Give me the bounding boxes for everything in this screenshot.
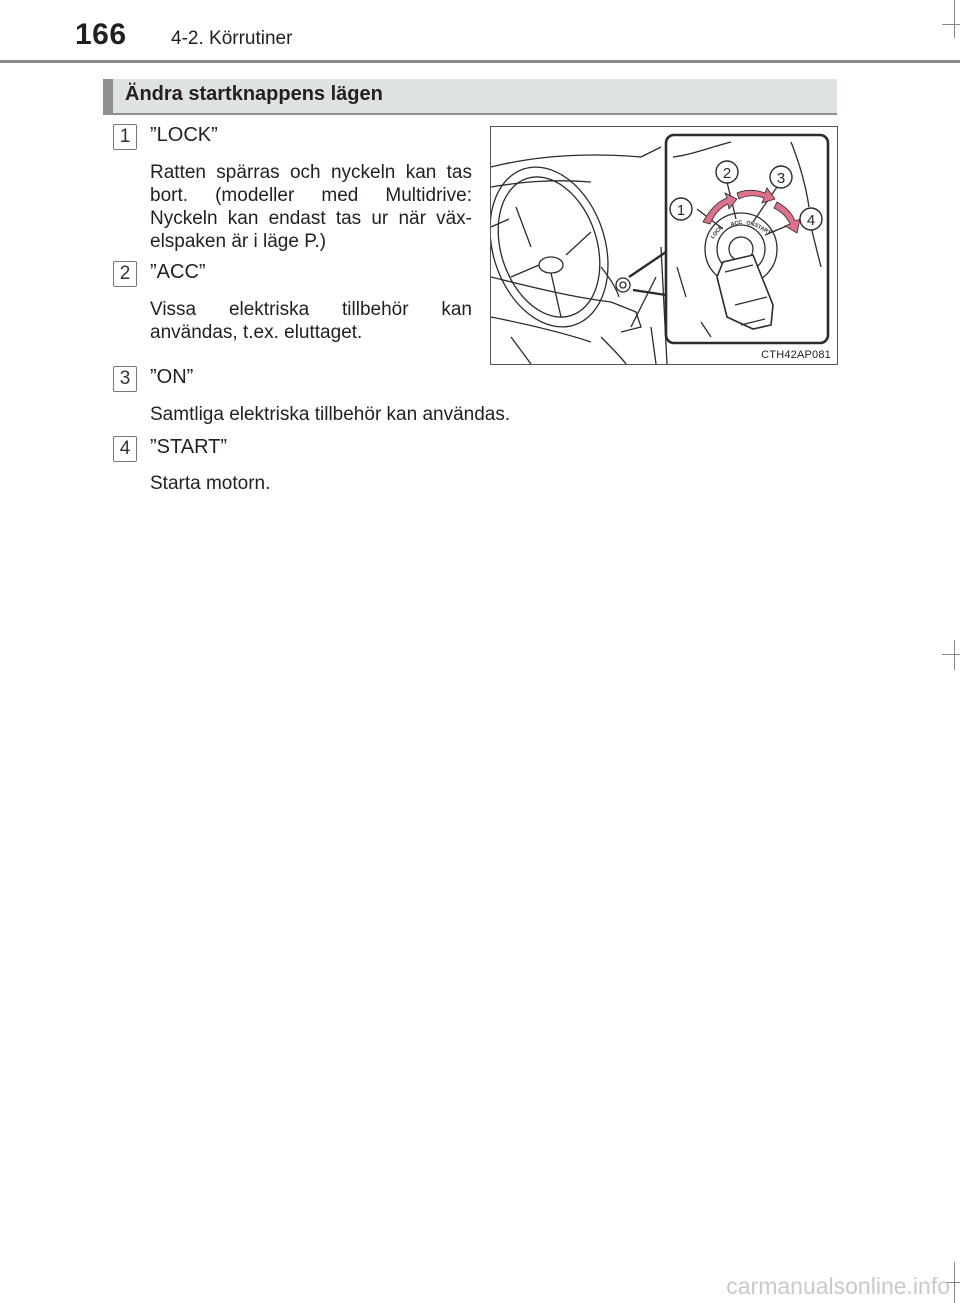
ignition-illustration bbox=[490, 126, 838, 365]
switch-label-lock: LOCK bbox=[709, 224, 725, 241]
description-line: användas, t.ex. eluttaget. bbox=[150, 322, 363, 343]
description-line: Samtliga elektriska tillbehör kan användas. bbox=[150, 404, 511, 425]
item-title: ”START” bbox=[150, 436, 228, 458]
item-number-badge: 3 bbox=[113, 366, 137, 392]
item-title: ”LOCK” bbox=[150, 124, 218, 146]
item-description bbox=[150, 161, 472, 253]
switch-label-on: ON bbox=[745, 220, 756, 229]
section-title: 4-2. Körrutiner bbox=[171, 28, 293, 49]
section-heading-text: Ändra startknappens lägen bbox=[125, 83, 383, 105]
switch-label-start: START bbox=[753, 222, 772, 237]
switch-label-acc: ACC bbox=[730, 219, 744, 228]
page-number: 166 bbox=[75, 18, 127, 51]
description-line: Nyckeln kan endast tas ur när väx- bbox=[150, 208, 472, 229]
item-description bbox=[150, 403, 750, 426]
callout-2: 2 bbox=[722, 165, 732, 182]
ignition-line-drawing bbox=[491, 127, 837, 364]
crop-mark-top bbox=[942, 0, 960, 38]
callout-3: 3 bbox=[776, 170, 786, 187]
item-title: ”ACC” bbox=[150, 261, 206, 283]
header-rule bbox=[0, 60, 960, 63]
figure-code: CTH42AP081 bbox=[761, 349, 831, 361]
description-line: bort. (modeller med Multidrive: bbox=[150, 185, 472, 206]
description-line: Ratten spärras och nyckeln kan tas bbox=[150, 162, 472, 183]
arrow-acc-to-on bbox=[737, 188, 775, 203]
footer-watermark: carmanualsonline.info bbox=[726, 1273, 950, 1299]
item-number-badge: 1 bbox=[113, 124, 137, 150]
section-heading bbox=[103, 79, 837, 113]
item-description bbox=[150, 472, 750, 495]
item-description bbox=[150, 298, 472, 344]
item-number-badge: 4 bbox=[113, 436, 137, 462]
callout-1: 1 bbox=[676, 202, 686, 219]
callout-4: 4 bbox=[806, 212, 816, 229]
description-line: Vissa elektriska tillbehör kan bbox=[150, 299, 472, 320]
section-heading-rule bbox=[103, 113, 837, 115]
crop-mark-middle bbox=[942, 640, 960, 670]
description-line: elspaken är i läge P.) bbox=[150, 231, 327, 252]
arrow-on-to-start bbox=[774, 202, 800, 233]
item-title: ”ON” bbox=[150, 366, 194, 388]
item-number-badge: 2 bbox=[113, 261, 137, 287]
description-line: Starta motorn. bbox=[150, 473, 271, 494]
